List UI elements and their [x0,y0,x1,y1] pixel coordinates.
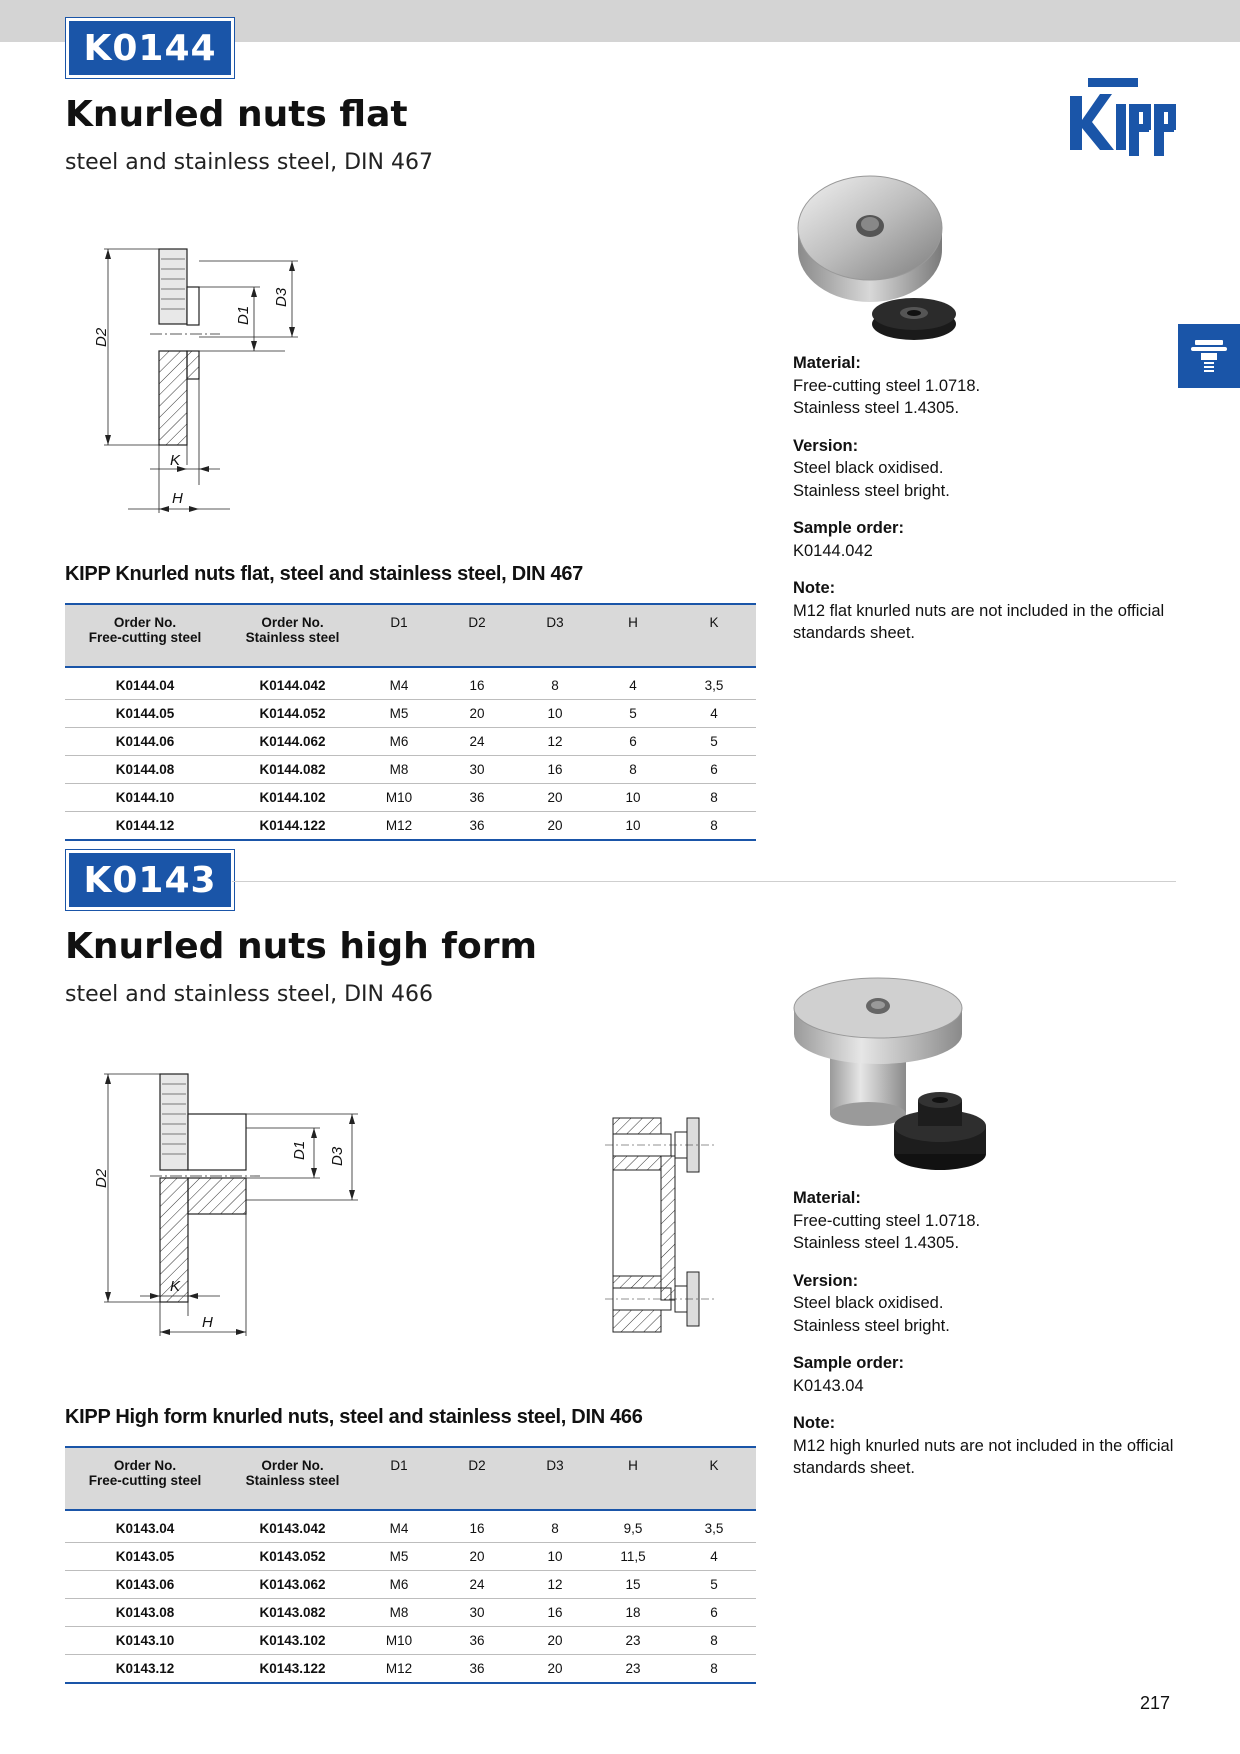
table-cell: M6 [360,1571,438,1599]
table-cell: K0144.122 [225,812,360,841]
material-line: Free-cutting steel 1.0718. [793,376,981,395]
table-cell: M8 [360,756,438,784]
column-header: D2 [438,604,516,667]
material-line: Free-cutting steel 1.0718. [793,1211,981,1230]
section-divider [232,881,1176,882]
table-cell: K0144.082 [225,756,360,784]
table-cell: 10 [594,812,672,841]
table-cell: M12 [360,812,438,841]
product-code-badge: K0144 [66,18,234,78]
table-cell: M5 [360,1543,438,1571]
table-cell: 5 [672,1571,756,1599]
column-header: D3 [516,1447,594,1510]
table-cell: M5 [360,700,438,728]
table-cell: 6 [672,756,756,784]
product-info-panel [793,1187,1193,1495]
table-cell: 23 [594,1627,672,1655]
table-cell: 12 [516,1571,594,1599]
note-label: Note: [793,1414,836,1432]
table-cell: M10 [360,1627,438,1655]
version-line: Steel black oxidised. [793,459,944,477]
knurled-nut-icon [1189,334,1229,378]
table-cell: 8 [672,1627,756,1655]
column-header: K [672,604,756,667]
table-cell: K0143.042 [225,1510,360,1543]
table-cell: M4 [360,667,438,700]
column-header: Order No. Free-cutting steel [65,1447,225,1510]
table-cell: 20 [516,812,594,841]
version-label: Version: [793,1271,859,1290]
table-row [65,756,756,784]
product-photo-flat [790,158,970,348]
table-title: KIPP Knurled nuts flat, steel and stainless steel, DIN 467 [65,563,583,585]
table-cell: M8 [360,1599,438,1627]
note-text: M12 high knurled nuts are not included in the official standards sheet. [793,1436,1174,1477]
note-label: Note: [793,579,836,597]
table-cell: K0143.082 [225,1599,360,1627]
table-row [65,1510,756,1543]
table-cell: K0144.10 [65,784,225,812]
table-cell: M10 [360,784,438,812]
table-cell: 20 [438,1543,516,1571]
table-cell: K0143.12 [65,1655,225,1684]
technical-drawing-high [80,1060,380,1350]
table-cell: 20 [438,700,516,728]
table-cell: 6 [672,1599,756,1627]
table-cell: 8 [672,1655,756,1684]
version-line: Steel black oxidised. [793,1294,944,1312]
table-cell: K0144.062 [225,728,360,756]
dimension-label-d3: D3 [329,1146,346,1166]
table-row [65,784,756,812]
table-cell: 36 [438,812,516,841]
table-row [65,1627,756,1655]
table-cell: 36 [438,1655,516,1684]
table-cell: 15 [594,1571,672,1599]
column-header: Order No. Free-cutting steel [65,604,225,667]
table-cell: 20 [516,1627,594,1655]
table-row [65,1571,756,1599]
page-number: 217 [1140,1693,1171,1713]
table-row [65,728,756,756]
column-header: D1 [360,604,438,667]
table-cell: 9,5 [594,1510,672,1543]
product-title: Knurled nuts high form [65,926,537,967]
table-cell: K0143.04 [65,1510,225,1543]
spec-table-high [65,1446,756,1684]
table-cell: 23 [594,1655,672,1684]
table-cell: M12 [360,1655,438,1684]
table-row [65,1655,756,1684]
table-cell: 30 [438,756,516,784]
table-cell: K0144.102 [225,784,360,812]
table-cell: 16 [438,1510,516,1543]
application-drawing [605,1110,725,1342]
table-cell: 16 [516,756,594,784]
sample-order-label: Sample order: [793,1354,904,1372]
table-cell: 8 [594,756,672,784]
table-cell: 8 [672,812,756,841]
dimension-label-k: K [170,452,181,469]
table-cell: K0143.05 [65,1543,225,1571]
product-info-panel [793,352,1193,660]
spec-table-flat [65,603,756,841]
table-row [65,667,756,700]
table-cell: 24 [438,728,516,756]
material-line: Stainless steel 1.4305. [793,1234,960,1252]
version-line: Stainless steel bright. [793,481,950,500]
table-cell: K0143.052 [225,1543,360,1571]
sample-order-value: K0144.042 [793,541,873,560]
table-cell: 36 [438,784,516,812]
table-cell: 24 [438,1571,516,1599]
dimension-label-d1: D1 [235,305,252,325]
product-title: Knurled nuts flat [65,94,408,135]
table-header-row [65,604,756,667]
table-cell: 18 [594,1599,672,1627]
table-title: KIPP High form knurled nuts, steel and stainless steel, DIN 466 [65,1406,643,1428]
table-cell: 10 [594,784,672,812]
table-row [65,700,756,728]
column-header: Order No. Stainless steel [225,604,360,667]
table-header-row [65,1447,756,1510]
table-cell: M4 [360,1510,438,1543]
kipp-logo [1066,76,1180,158]
table-cell: K0144.06 [65,728,225,756]
table-cell: K0144.08 [65,756,225,784]
table-cell: 8 [672,784,756,812]
column-header: K [672,1447,756,1510]
table-cell: 5 [672,728,756,756]
table-row [65,1543,756,1571]
table-cell: 30 [438,1599,516,1627]
table-cell: 11,5 [594,1543,672,1571]
table-cell: K0144.04 [65,667,225,700]
table-row [65,1599,756,1627]
table-cell: K0144.052 [225,700,360,728]
column-header: D3 [516,604,594,667]
table-cell: K0143.08 [65,1599,225,1627]
table-cell: 8 [516,667,594,700]
table-cell: K0143.062 [225,1571,360,1599]
table-cell: M6 [360,728,438,756]
table-cell: 3,5 [672,667,756,700]
table-cell: 4 [672,1543,756,1571]
column-header: D2 [438,1447,516,1510]
table-cell: 16 [516,1599,594,1627]
table-row [65,812,756,841]
table-cell: 3,5 [672,1510,756,1543]
dimension-label-d2: D2 [93,327,110,347]
dimension-label-d2: D2 [93,1168,110,1188]
table-cell: K0143.102 [225,1627,360,1655]
note-text: M12 flat knurled nuts are not included in the official standards sheet. [793,601,1165,642]
table-cell: 10 [516,1543,594,1571]
table-cell: 16 [438,667,516,700]
material-line: Stainless steel 1.4305. [793,399,960,417]
table-cell: 5 [594,700,672,728]
column-header: H [594,604,672,667]
column-header: Order No. Stainless steel [225,1447,360,1510]
dimension-label-h: H [172,490,183,507]
dimension-label-h: H [202,1314,213,1331]
product-subtitle: steel and stainless steel, DIN 467 [65,150,433,175]
table-cell: 4 [594,667,672,700]
product-subtitle: steel and stainless steel, DIN 466 [65,982,433,1007]
column-header: D1 [360,1447,438,1510]
table-cell: 12 [516,728,594,756]
table-cell: 20 [516,784,594,812]
table-body [65,1510,756,1683]
table-cell: K0143.10 [65,1627,225,1655]
technical-drawing-flat [80,225,320,525]
table-cell: K0143.122 [225,1655,360,1684]
table-cell: 20 [516,1655,594,1684]
table-cell: K0144.12 [65,812,225,841]
table-cell: 8 [516,1510,594,1543]
column-header: H [594,1447,672,1510]
dimension-label-k: K [170,1278,181,1295]
version-label: Version: [793,436,859,455]
table-cell: 36 [438,1627,516,1655]
table-cell: 10 [516,700,594,728]
material-label: Material: [793,1189,861,1207]
sample-order-label: Sample order: [793,519,904,537]
table-cell: K0144.05 [65,700,225,728]
table-cell: 6 [594,728,672,756]
material-label: Material: [793,354,861,372]
dimension-label-d3: D3 [273,287,290,307]
product-code-badge: K0143 [66,850,234,910]
table-cell: K0143.06 [65,1571,225,1599]
version-line: Stainless steel bright. [793,1316,950,1335]
product-photo-high [790,974,1000,1174]
table-body [65,667,756,840]
table-cell: K0144.042 [225,667,360,700]
dimension-label-d1: D1 [291,1140,308,1160]
table-cell: 4 [672,700,756,728]
sample-order-value: K0143.04 [793,1376,864,1395]
